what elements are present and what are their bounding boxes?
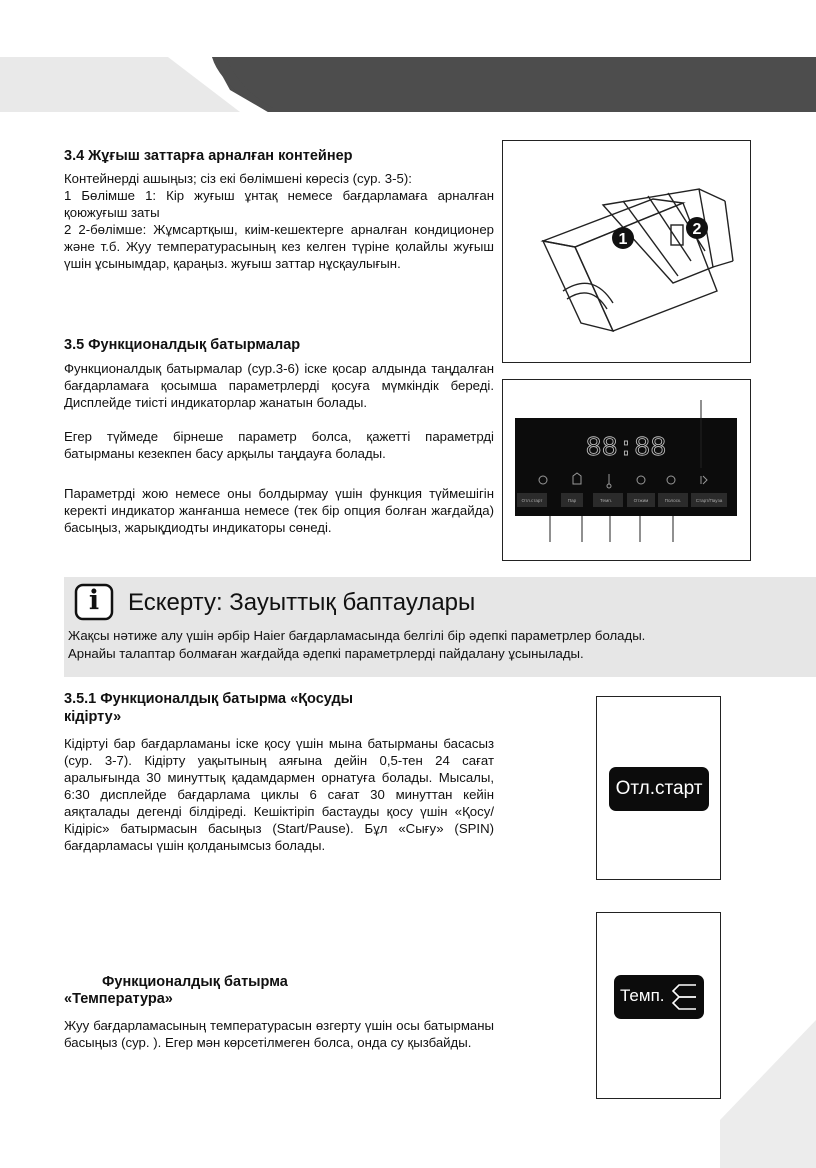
panel-btn-delay: Отл.старт [521, 498, 543, 503]
section-3-4-heading: 3.4 Жұғыш заттарға арналған контейнер [64, 148, 353, 164]
delay-start-button-image: Отл.старт [609, 767, 709, 811]
corner-decoration [720, 1020, 816, 1168]
section-3-4-line-1: Контейнерді ашыңыз; сіз екі бөлімшені көресіз (сур. 3-5): [64, 171, 412, 186]
header-band [0, 0, 816, 125]
drawer-badge-2: 2 [692, 221, 702, 238]
info-icon-letter: i [88, 585, 100, 616]
section-temp-body: Жуу бағдарламасының температурасын өзгерту үшін осы батырманы басыңыз (сур. ). Егер мән көрсетілмеген болса, онда су қызбайды. [64, 1018, 494, 1050]
figure-control-panel [502, 379, 751, 561]
section-3-4-line-2: 1 Бөлімше 1: Кір жуғыш ұнтақ немесе бағдарламаға арналған қоюжуғыш заты [64, 188, 494, 220]
temp-arrows-icon [670, 982, 700, 1012]
note-line-1: Жақсы нәтиже алу үшін әрбір Haier бағдарламасында белгілі бір әдепкі параметрлер болады. [68, 628, 646, 643]
section-temp-heading-line-2: «Температура» [64, 991, 173, 1007]
figure-delay-button [596, 696, 721, 880]
section-3-5-para-2: Егер түймеде бірнеше параметр болса, қажетті параметрді батырманы кезекпен басу арқылы таңдауға болады. [64, 429, 494, 461]
panel-btn-spin: Отжим [633, 498, 649, 503]
panel-btn-steam: Пар [567, 498, 577, 503]
temp-button-image [614, 975, 704, 1019]
section-temp-heading-line-1: Функционалдық батырма [102, 974, 288, 990]
note-title: Ескерту: Зауыттық баптаулары [128, 589, 476, 616]
figure-detergent-drawer [502, 140, 751, 363]
temp-button-label: Темп. [620, 986, 665, 1005]
section-3-5-para-1: Функционалдық батырмалар (сур.3-6) іске қосар алдында таңдалған бағдарламаға қосымша параметрлерді қосуға мүмкіндік береді. Дисплейде тиісті индикаторлар жанатын болады. [64, 361, 494, 410]
note-line-2: Арнайы талаптар болмаған жағдайда әдепкі параметрлерді пайдалану ұсынылады. [68, 646, 584, 661]
section-3-4-line-3: 2 2-бөлімше: Жұмсартқыш, киім-кешектерге арналған кондиционер және т.б. Жуу температурасының кез келген түріне қолайлы жуғыш үшін ұсынымдар, қараңыз. жуғыш заттар нұсқаулығын. [64, 222, 494, 271]
panel-display: 88:88 [585, 434, 667, 464]
drawer-badge-1: 1 [618, 231, 628, 248]
section-3-5-para-3: Параметрді жою немесе оны болдырмау үшін функция түймешігін керекті индикатор жанғанша немесе (тек бір опция болған жағдайда) басыңыз, жарықдиодты индикаторы сөнеді. [64, 486, 494, 535]
section-3-5-1-heading-line-1: 3.5.1 Функционалдық батырма «Қосуды [64, 691, 354, 707]
section-3-5-heading: 3.5 Функционалдық батырмалар [64, 337, 301, 353]
note-box [64, 577, 816, 677]
section-3-5-1-heading-line-2: кідірту» [64, 709, 122, 725]
panel-btn-start-pause: Старт/Пауза [695, 498, 723, 503]
panel-btn-temp: Темп. [599, 498, 613, 503]
panel-btn-rinse: Полоск. [664, 498, 682, 503]
figure-temp-button [596, 912, 721, 1099]
section-3-5-1-body: Кідіртуі бар бағдарламаны іске қосу үшін мына батырманы басасыз (сур. 3-7). Кідірту уақытының аяғына дейін 0,5-тен 24 сағат аралығында 30 минуттық қадамдармен орнатуға болады. Мысалы, 6:30 дисплейде бағдарлама циклы 6 сағат 30 минуттан кейін аяқталады дегенді білдіреді. Кешіктіріп бастауды қосу үшін «Қосу/ Кідіріс» батырмасын басыңыз (Start/Pause). Бұл «Сығу» (SPIN) бағдарламасы үшін қолданымсыз болады. [64, 736, 494, 853]
